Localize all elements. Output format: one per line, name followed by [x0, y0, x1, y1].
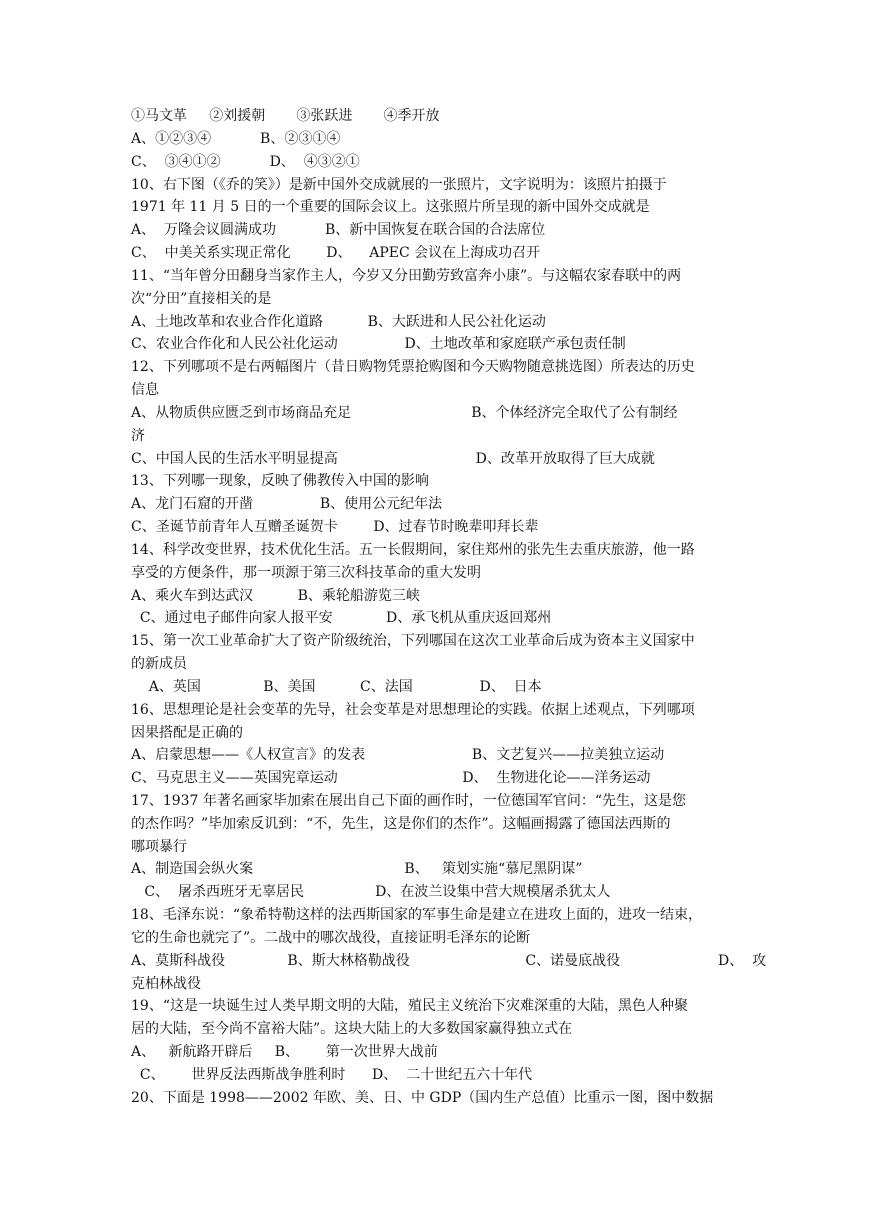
- question-14-options-cd: C、通过电子邮件向家人报平安 D、承飞机从重庆返回郑州: [131, 610, 552, 626]
- question-17-text-1: 17、1937 年著名画家毕加索在展出自己下面的画作时，一位德国军官问：“先生，这是您: [131, 793, 687, 809]
- question-14-text-2: 享受的方便条件，那一项源于第三次科技革命的重大发明: [131, 565, 481, 581]
- question-10-text-1: 10、右下图（《乔的笑》）是新中国外交成就展的一张照片，文字说明为：该照片拍摄于: [131, 177, 667, 193]
- question-9-names: ①马文革 ②刘援朝 ③张跃进 ④季开放: [131, 108, 440, 124]
- question-10-text-2: 1971 年 11 月 5 日的一个重要的国际会议上。这张照片所呈现的新中国外交成就是: [131, 199, 650, 215]
- question-16-options-cd: C、马克思主义——英国宪章运动 D、 生物进化论——洋务运动: [131, 770, 651, 786]
- question-19-text-2: 居的大陆，至今尚不富裕大陆”。这块大陆上的大多数国家赢得独立式在: [131, 1021, 573, 1037]
- question-15-text-1: 15、第一次工业革命扩大了资产阶级统治，下列哪国在这次工业革命后成为资本主义国家中: [131, 633, 695, 649]
- question-12-text-1: 12、下列哪项不是右两幅图片（昔日购物凭票抢购图和今天购物随意挑选图）所表达的历史: [131, 359, 695, 375]
- question-18-options-wrap: 克柏林战役: [131, 976, 201, 992]
- question-17-text-2: 的杰作吗？”毕加索反讥到：“不，先生，这是你们的杰作”。这幅画揭露了德国法西斯的: [131, 816, 671, 832]
- question-19-options-cd: C、 世界反法西斯战争胜利时 D、 二十世纪五六十年代: [131, 1067, 533, 1083]
- question-16-text-1: 16、思想理论是社会变革的先导，社会变革是对思想理论的实践。依据上述观点，下列哪项: [131, 702, 695, 718]
- question-20-text-1: 20、下面是 1998——2002 年欧、美、日、中 GDP（国内生产总值）比重示一图，图中数据: [131, 1090, 714, 1106]
- question-10-options-ab: A、 万隆会议圆满成功 B、新中国恢复在联合国的合法席位: [131, 222, 546, 238]
- question-17-text-3: 哪项暴行: [131, 839, 187, 855]
- question-12-options-ab: A、从物质供应匮乏到市场商品充足 B、个体经济完全取代了公有制经: [131, 405, 678, 421]
- question-11-options-ab: A、土地改革和农业合作化道路 B、大跃进和人民公社化运动: [131, 314, 546, 330]
- question-12-options-cd: C、中国人民的生活水平明显提高 D、改革开放取得了巨大成就: [131, 451, 655, 467]
- question-13-options-cd: C、圣诞节前青年人互赠圣诞贺卡 D、过春节时晚辈叩拜长辈: [131, 519, 539, 535]
- question-11-options-cd: C、农业合作化和人民公社化运动 D、土地改革和家庭联产承包责任制: [131, 336, 626, 352]
- question-9-options-cd: C、 ③④①② D、 ④③②①: [131, 154, 360, 170]
- question-18-text-1: 18、毛泽东说：“象希特勒这样的法西斯国家的军事生命是建立在进攻上面的，进攻一结束，: [131, 907, 702, 923]
- question-15-text-2: 的新成员: [131, 656, 187, 672]
- question-9-options-ab: A、①②③④ B、②③①④: [131, 131, 341, 147]
- question-15-options: A、英国 B、美国 C、法国 D、 日本: [131, 679, 542, 695]
- question-13-options-ab: A、龙门石窟的开凿 B、使用公元纪年法: [131, 496, 443, 512]
- question-17-options-ab: A、制造国会纵火案 B、 策划实施“慕尼黑阴谋”: [131, 861, 583, 877]
- question-17-options-cd: C、 屠杀西班牙无辜居民 D、在波兰设集中营大规模屠杀犹太人: [131, 884, 611, 900]
- question-12-options-ab-wrap: 济: [131, 428, 145, 444]
- question-19-options-ab: A、 新航路开辟后 B、 第一次世界大战前: [131, 1044, 438, 1060]
- question-14-text-1: 14、科学改变世界，技术优化生活。五一长假期间，家住郑州的张先生去重庆旅游，他一路: [131, 542, 695, 558]
- question-11-text-1: 11、“当年曾分田翻身当家作主人，今岁又分田勤劳致富奔小康”。与这幅农家春联中的两: [131, 268, 682, 284]
- question-12-text-2: 信息: [131, 382, 159, 398]
- question-19-text-1: 19、“这是一块诞生过人类早期文明的大陆，殖民主义统治下灾难深重的大陆，黑色人种聚: [131, 998, 688, 1014]
- question-16-options-ab: A、启蒙思想——《人权宣言》的发表 B、文艺复兴——拉美独立运动: [131, 747, 665, 763]
- question-13-text: 13、下列哪一现象，反映了佛教传入中国的影响: [131, 473, 429, 489]
- question-18-options: A、莫斯科战役 B、斯大林格勒战役 C、诺曼底战役 D、 攻: [131, 953, 767, 969]
- question-14-options-ab: A、乘火车到达武汉 B、乘轮船游览三峡: [131, 588, 420, 604]
- question-11-text-2: 次“分田”直接相关的是: [131, 291, 272, 307]
- question-10-options-cd: C、 中美关系实现正常化 D、 APEC 会议在上海成功召开: [131, 245, 541, 261]
- question-18-text-2: 它的生命也就完了”。二战中的哪次战役，直接证明毛泽东的论断: [131, 930, 531, 946]
- question-16-text-2: 因果搭配是正确的: [131, 725, 243, 741]
